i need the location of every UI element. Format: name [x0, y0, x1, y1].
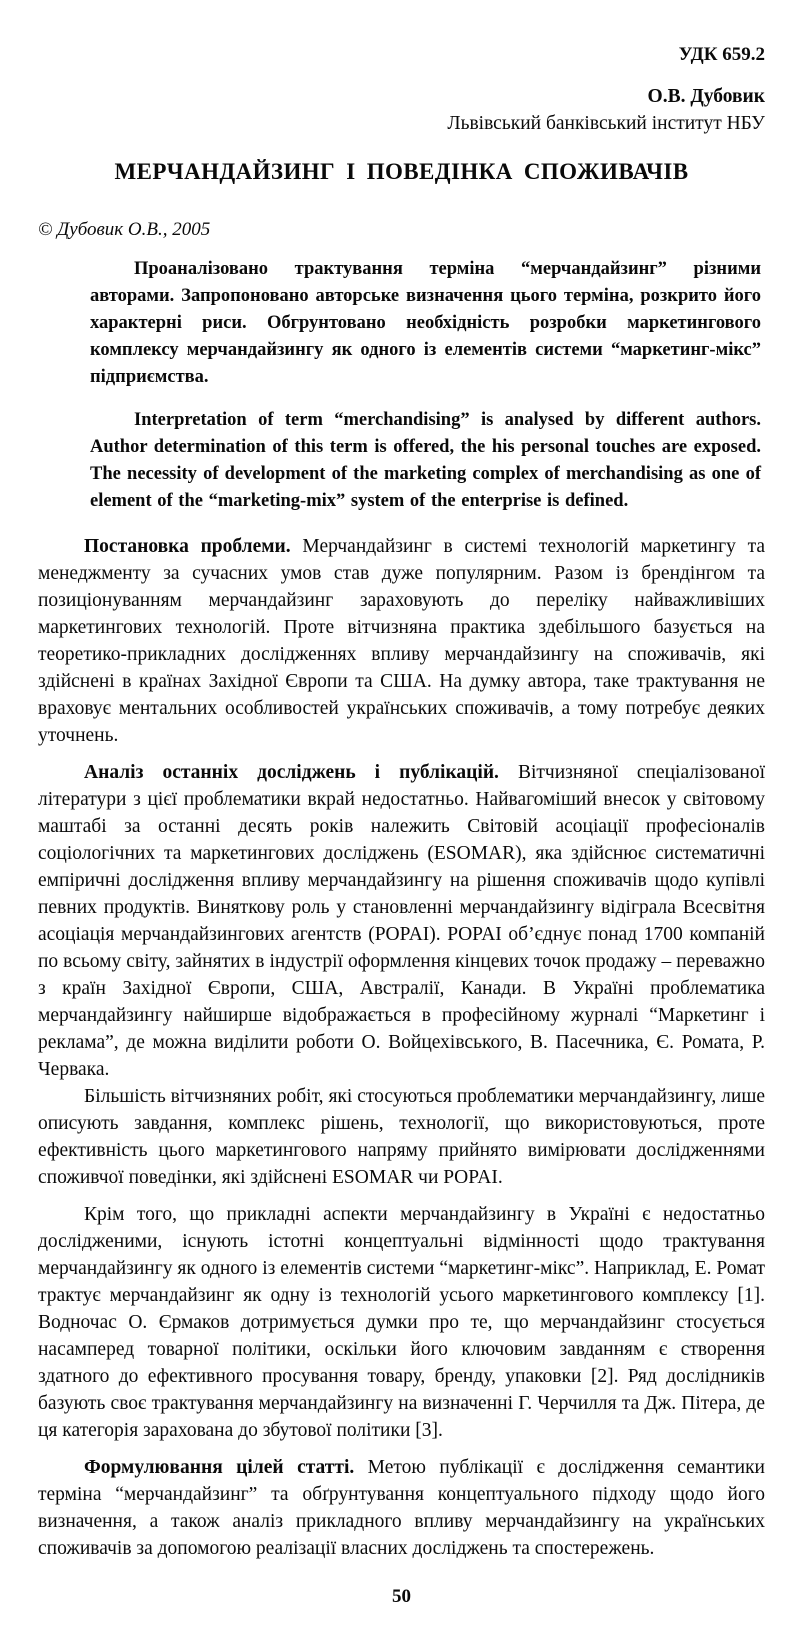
copyright-line: © Дубовик О.В., 2005 [38, 218, 211, 240]
author-name: О.В. Дубовик [647, 85, 765, 107]
paragraph-domestic-works [38, 1083, 765, 1191]
paragraph-text: Крім того, що прикладні аспекти мерчандайзингу в Україні є недостатньо дослідженими, існують істотні концептуальні відмінності щодо трактування мерчандайзингу як одного із елементів системи “маркетинг-мікс”. Наприклад, Е. Ромат трактує мерчандайзинг як одну із технологій усього маркетингового комплексу [1]. Водночас О. Єрмаков дотримується думки про те, що мерчандайзинг стосується насамперед товарної політики, оскільки його ключовим завданням є створення здатного до ефективного просування товару, бренду, упаковки [2]. Ряд дослідників базують своє трактування мерчандайзингу на визначенні Г. Черчилля та Дж. Пітера, де ця категорія зарахована до збутової політики [3]. [38, 1204, 765, 1442]
author-affiliation: Львівський банківський інститут НБУ [447, 113, 765, 135]
paragraph-article-goals [38, 1454, 765, 1562]
paragraph-lead: Аналіз останніх досліджень і публікацій. [84, 762, 499, 784]
document-header [38, 44, 765, 136]
abstract-english: Interpretation of term “merchandising” is analysed by different authors. Author determination of this term is offered, the his personal touches are exposed. The necessity of development of the marketing complex of merchandising as one of element of the “marketing-mix” system of the enterprise is defined. [90, 410, 761, 512]
paragraph-lead: Постановка проблеми. [84, 536, 291, 558]
paragraph-text: Вітчизняної спеціалізованої літератури з цієї проблематики вкрай недостатньо. Найвагоміший внесок у світовому маштабі за останні десять років належить Світовій асоціації професіоналів соціологічних та маркетингових досліджень (ESOMAR), яка здійснює систематичні емпіричні дослідження впливу мерчандайзингу на рішення споживачів щодо купівлі певних продуктів. Виняткову роль у становленні мерчандайзингу відіграла Всесвітня асоціація мерчандайзингових агентств (POPAI). POPAI об’єднує понад 1700 компаній по всьому світу, зайнятих в індустрії оформлення кінцевих точок продажу – переважно з країн Західної Європи, США, Австралії, Канади. В Україні проблематика мерчандайзингу найширше відображається в професійному журналі “Маркетинг і реклама”, де можна виділити роботи О. Войцехівського, В. Пасечника, Є. Ромата, Р. Червака. [38, 762, 765, 1081]
paragraph-conceptual-differences [38, 1201, 765, 1444]
paragraph-text: Більшість вітчизняних робіт, які стосуються проблематики мерчандайзингу, лише описують завдання, комплекс рішень, технології, що використовуються, проте ефективність цього маркетингового напряму прийнято вимірювати дослідженнями споживчої поведінки, які здійснені ESOMAR чи POPAI. [38, 1086, 765, 1189]
paragraph-problem-statement [38, 533, 765, 749]
udc-code: УДК 659.2 [678, 44, 765, 65]
paragraph-lead: Формулювання цілей статті. [84, 1457, 355, 1479]
article-title: МЕРЧАНДАЙЗИНГ І ПОВЕДІНКА СПОЖИВАЧІВ [114, 158, 689, 184]
abstract-ukrainian: Проаналізовано трактування терміна “мерчандайзинг” різними авторами. Запропоновано авторське визначення цього терміна, розкрито його характерні риси. Обгрунтовано необхідність розробки маркетингового комплексу мерчандайзингу як одного із елементів системи “маркетинг-мікс” підприємства. [90, 259, 761, 388]
page-number: 50 [392, 1586, 411, 1608]
paragraph-text: Мерчандайзинг в системі технологій маркетингу та менеджменту за сучасних умов став дуже популярним. Разом із брендінгом та позиціонуванням мерчандайзинг зараховують до переліку найважливіших маркетингових технологій. Проте вітчизняна практика здебільшого базується на теоретико-прикладних дослідженнях впливу мерчандайзингу на споживачів, які здійснені в країнах Західної Європи та США. На думку автора, таке трактування не враховує ментальних особливостей українських споживачів, а тому потребує деяких уточнень. [38, 536, 765, 747]
paragraph-text: Метою публікації є дослідження семантики терміна “мерчандайзинг” та обґрунтування концептуального підходу щодо його визначення, а також аналіз прикладного впливу мерчандайзингу на українських споживачів за допомогою реалізації власних досліджень та спостережень. [38, 1457, 765, 1560]
paragraph-literature-review [38, 759, 765, 1083]
